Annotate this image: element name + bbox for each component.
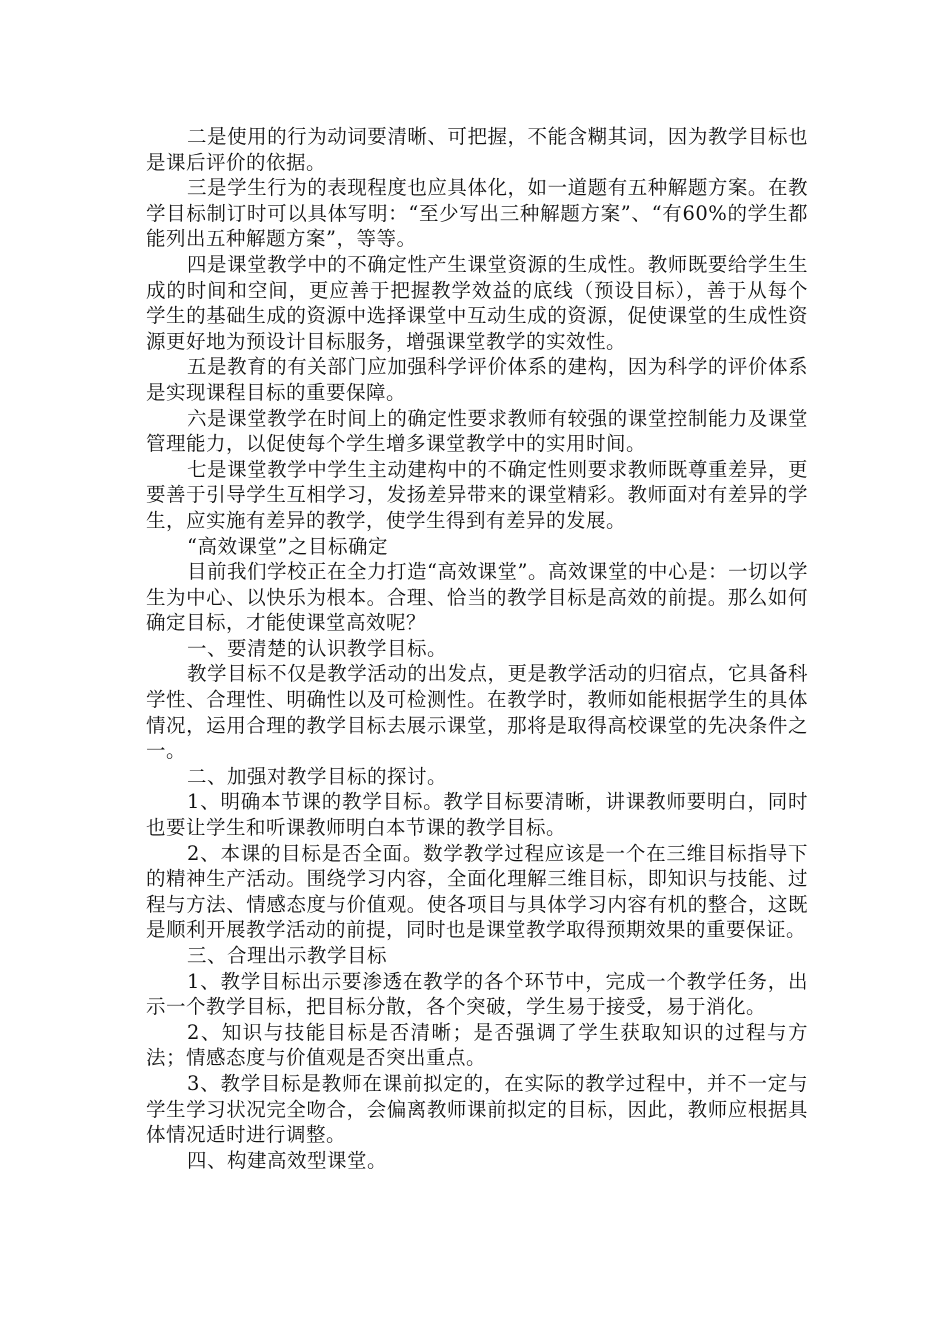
paragraph: 1、明确本节课的教学目标。教学目标要清晰，讲课教师要明白，同时也要让学生和听课教师明白本节课的教学目标。 — [146, 790, 808, 840]
paragraph: 目前我们学校正在全力打造“高效课堂”。高效课堂的中心是：一切以学生为中心、以快乐为根本。合理、恰当的教学目标是高效的前提。那么如何确定目标，才能使课堂高效呢？ — [146, 560, 808, 635]
paragraph: 1、教学目标出示要渗透在教学的各个环节中，完成一个教学任务，出示一个教学目标，把目标分散，各个突破，学生易于接受，易于消化。 — [146, 969, 808, 1019]
paragraph: 三是学生行为的表现程度也应具体化，如一道题有五种解题方案。在教学目标制订时可以具体写明：“至少写出三种解题方案”、“有60%的学生都能列出五种解题方案”，等等。 — [146, 176, 808, 251]
section-heading: 一、要清楚的认识教学目标。 — [187, 636, 448, 660]
paragraph: 六是课堂教学在时间上的确定性要求教师有较强的课堂控制能力及课堂管理能力，以促使每个学生增多课堂教学中的实用时间。 — [146, 406, 808, 456]
paragraph: 2、知识与技能目标是否清晰；是否强调了学生获取知识的过程与方法；情感态度与价值观是否突出重点。 — [146, 1020, 808, 1070]
paragraph: 二是使用的行为动词要清晰、可把握，不能含糊其词，因为教学目标也是课后评价的依据。 — [146, 125, 808, 174]
section-heading: 二、加强对教学目标的探讨。 — [187, 764, 448, 788]
paragraph: 教学目标不仅是教学活动的出发点，更是教学活动的归宿点，它具备科学性、合理性、明确性以及可检测性。在教学时，教师如能根据学生的具体情况，运用合理的教学目标去展示课堂，那将是取得高校课堂的先决条件之一。 — [146, 662, 808, 763]
paragraph: 七是课堂教学中学生主动建构中的不确定性则要求教师既尊重差异，更要善于引导学生互相学习，发扬差异带来的课堂精彩。教师面对有差异的学生，应实施有差异的教学，使学生得到有差异的发展。 — [146, 457, 808, 532]
document-body — [146, 124, 808, 1173]
paragraph: 四是课堂教学中的不确定性产生课堂资源的生成性。教师既要给学生生成的时间和空间，更应善于把握教学效益的底线（预设目标），善于从每个学生的基础生成的资源中选择课堂中互动生成的资源，促使课堂的生成性资源更好地为预设计目标服务，增强课堂教学的实效性。 — [146, 252, 808, 353]
section-heading: 三、合理出示教学目标 — [187, 944, 388, 967]
paragraph: 3、教学目标是教师在课前拟定的，在实际的教学过程中，并不一定与学生学习状况完全吻合，会偏离教师课前拟定的目标，因此，教师应根据具体情况适时进行调整。 — [146, 1071, 808, 1147]
paragraph: 五是教育的有关部门应加强科学评价体系的建构，因为科学的评价体系是实现课程目标的重要保障。 — [146, 355, 808, 404]
section-heading: “高效课堂”之目标确定 — [187, 534, 388, 558]
section-heading: 四、构建高效型课堂。 — [187, 1148, 388, 1172]
paragraph: 2、本课的目标是否全面。数学教学过程应该是一个在三维目标指导下的精神生产活动。围绕学习内容，全面化理解三维目标，即知识与技能、过程与方法、情感态度与价值观。使各项目与具体学习内容有机的整合，这既是顺利开展教学活动的前提，同时也是课堂教学取得预期效果的重要保证。 — [146, 841, 808, 942]
